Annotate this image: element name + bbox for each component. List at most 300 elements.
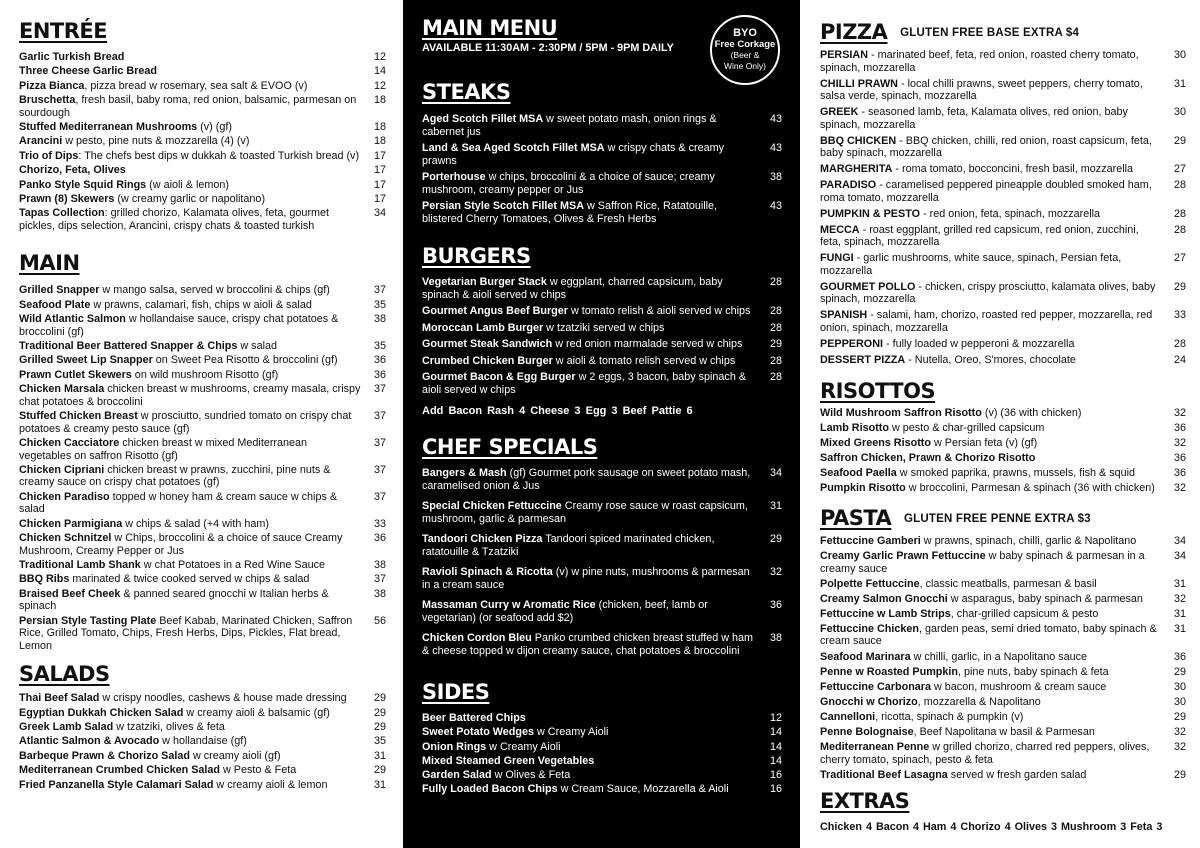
menu-item-text: [19, 51, 368, 64]
menu-item-name: PERSIAN: [820, 49, 868, 61]
menu-item-name: Mediterranean Penne: [820, 741, 930, 754]
menu-item-name: Traditional Beef Lasagna: [820, 768, 948, 781]
menu-item-description: - garlic mushrooms, white sauce, spinach, Persian feta, mozzarella: [820, 252, 1122, 277]
menu-item-price: 14: [373, 65, 386, 78]
section-title: BURGERS: [422, 244, 531, 268]
menu-item-price: 37: [373, 437, 386, 450]
menu-item: [422, 200, 782, 225]
menu-item: [19, 721, 386, 734]
byo-note-2: Wine Only): [723, 61, 767, 71]
menu-item-text: [820, 769, 1168, 782]
menu-item-text: [820, 106, 1168, 131]
menu-item-price: 28: [1173, 223, 1186, 236]
menu-item-name: Three Cheese Garlic Bread: [19, 65, 158, 78]
menu-item-price: 28: [769, 305, 782, 317]
menu-item-description: w asparagus, baby spinach & parmesan: [947, 592, 1143, 605]
menu-item-name: Chicken Cordon Bleu: [422, 632, 532, 644]
menu-list: [422, 712, 782, 796]
menu-item-text: [19, 164, 368, 177]
menu-item-price: 36: [373, 368, 386, 381]
menu-item-text: [19, 207, 368, 232]
menu-item-text: [422, 566, 764, 591]
menu-item-description: w chips & salad (+4 with ham): [122, 517, 269, 530]
menu-item-name: Mediterranean Crumbed Chicken Salad: [19, 764, 220, 777]
menu-item: [19, 299, 386, 312]
menu-item: [422, 305, 782, 318]
menu-item-text: [19, 284, 368, 297]
section-title: SIDES: [422, 680, 490, 704]
menu-item: [19, 707, 386, 720]
menu-item: [820, 407, 1186, 420]
menu-item-text: [422, 467, 764, 492]
menu-item-text: [820, 422, 1168, 435]
menu-item-description: (v) (36 with chicken): [981, 407, 1082, 419]
menu-item: [19, 532, 386, 557]
menu-item-price: 29: [1173, 665, 1186, 678]
menu-item-price: 31: [769, 500, 782, 512]
menu-item: [19, 410, 386, 435]
menu-item-name: Prawn Cutlet Skewers: [19, 368, 132, 381]
menu-item: [820, 309, 1186, 334]
menu-item-text: [19, 179, 368, 192]
menu-item-name: BBQ CHICKEN: [820, 134, 897, 147]
menu-item-price: 31: [1173, 607, 1186, 620]
menu-item-price: 37: [373, 410, 386, 423]
pasta-section: [820, 504, 1186, 781]
menu-list: [19, 692, 386, 791]
menu-item: [422, 726, 782, 739]
menu-item-name: PARADISO: [820, 179, 877, 191]
menu-item-text: [820, 593, 1168, 606]
menu-item-description: served w fresh garden salad: [947, 768, 1087, 781]
salads-section: [19, 661, 386, 791]
menu-item: [820, 422, 1186, 435]
menu-item-price: 56: [373, 614, 386, 627]
section-heading: [820, 18, 1186, 46]
menu-item-name: Panko Style Squid Rings: [19, 178, 147, 191]
menu-item-name: Seafood Paella: [820, 467, 897, 480]
menu-item-description: chicken breast w mushrooms, creamy masala, crispy chat potatoes & broccolini: [19, 383, 361, 408]
menu-item-description: w crispy chats & creamy prawns: [422, 142, 724, 167]
menu-list: [820, 49, 1186, 366]
menu-item-text: [422, 142, 764, 167]
menu-item-name: CHILLI PRAWN: [820, 77, 898, 90]
menu-item-name: Atlantic Salmon & Avocado: [19, 735, 160, 748]
menu-item: [422, 371, 782, 396]
menu-item: [19, 284, 386, 297]
menu-item-description: Beef Kabab, Marinated Chicken, Saffron Rice, Grilled Tomato, Chips, Fresh Herbs, Dips, Pickles, Flat bread, Lemon: [19, 614, 353, 652]
menu-item-text: [820, 452, 1168, 465]
menu-item-description: w salad: [237, 340, 277, 353]
risottos-section: [820, 378, 1186, 495]
menu-item-text: [19, 721, 368, 734]
menu-item-name: Fettuccine Chicken: [820, 622, 919, 635]
menu-item-text: [19, 464, 368, 489]
menu-item-price: 34: [1173, 550, 1186, 563]
menu-item: [19, 150, 386, 163]
menu-item-text: [820, 309, 1168, 334]
section-title: ENTRÉE: [19, 19, 108, 43]
menu-item-description: w eggplant, charred capsicum, baby spinach & aioli served w chips: [422, 276, 723, 301]
menu-item-description: - BBQ chicken, chilli, red onion, roast capsicum, feta, baby spinach, mozzarella: [820, 134, 1152, 159]
menu-item-description: , Beef Napolitana w basil & Parmesan: [913, 726, 1095, 738]
menu-item-price: 35: [373, 340, 386, 353]
menu-item-name: Barbeque Prawn & Chorizo Salad: [19, 749, 190, 762]
menu-item-price: 17: [373, 149, 386, 162]
menu-list: [19, 51, 386, 232]
menu-item: [820, 726, 1186, 739]
menu-list: [820, 407, 1186, 495]
menu-item-name: Fried Panzanella Style Calamari Salad: [19, 778, 214, 791]
menu-item: [820, 208, 1186, 221]
menu-item-price: 38: [373, 313, 386, 326]
menu-item: [19, 588, 386, 613]
menu-item-name: Chicken Cacciatore: [19, 437, 120, 450]
menu-item-text: [19, 340, 368, 353]
menu-item-text: [820, 666, 1168, 679]
menu-item-name: DESSERT PIZZA: [820, 353, 906, 366]
menu-item-text: [19, 94, 368, 119]
menu-item: [820, 224, 1186, 249]
menu-item: [19, 764, 386, 777]
middle-column: [403, 0, 800, 848]
menu-list: [422, 276, 782, 396]
menu-item-name: Chicken Cipriani: [19, 463, 105, 476]
menu-item-name: Trio of Dips: [19, 149, 79, 162]
menu-item: [19, 518, 386, 531]
menu-item: [19, 65, 386, 78]
menu-item-text: [820, 482, 1168, 495]
menu-item: [19, 135, 386, 148]
menu-item: [19, 735, 386, 748]
menu-item-price: 32: [1173, 482, 1186, 495]
main-menu-title: MAIN MENU: [422, 16, 558, 40]
menu-item-name: Traditional Beer Battered Snapper & Chips: [19, 340, 238, 353]
menu-item-price: 28: [1173, 337, 1186, 350]
menu-item: [19, 559, 386, 572]
menu-item-price: 32: [1173, 741, 1186, 754]
menu-item: [422, 712, 782, 725]
menu-item-text: [422, 712, 764, 725]
menu-item-name: BBQ Ribs: [19, 573, 70, 586]
menu-item: [820, 482, 1186, 495]
menu-item-text: [820, 437, 1168, 450]
menu-item-name: Penne w Roasted Pumpkin: [820, 665, 958, 678]
menu-item-text: [19, 518, 368, 531]
menu-item-description: (v) (gf): [197, 121, 232, 134]
menu-item-description: chicken breast w prawns, zucchini, pine nuts & creamy sauce on crispy chat potatoes (gf): [19, 463, 331, 489]
menu-item: [422, 599, 782, 624]
menu-item-text: [820, 163, 1168, 176]
menu-item-name: Gourmet Angus Beef Burger: [422, 305, 568, 317]
menu-item-name: Bruschetta: [19, 94, 76, 107]
menu-item-text: [19, 437, 368, 462]
menu-item-description: - salami, ham, chorizo, roasted red pepper, mozzarella, red onion, spinach, mozzarella: [820, 309, 1153, 334]
menu-item: [422, 632, 782, 657]
menu-item-price: 31: [1173, 622, 1186, 635]
menu-item-name: Chorizo, Feta, Olives: [19, 164, 126, 177]
menu-item-text: [820, 78, 1168, 103]
menu-item-price: 12: [373, 79, 386, 92]
byo-note-1: (Beer &: [730, 50, 760, 60]
menu-item-name: Traditional Lamb Shank: [19, 558, 141, 571]
burger-addons: Add Bacon Rash 4 Cheese 3 Egg 3 Beef Pattie 6: [422, 405, 693, 417]
menu-item: [820, 354, 1186, 367]
menu-item-price: 38: [373, 558, 386, 571]
menu-item-name: Chicken Schnitzel: [19, 532, 112, 545]
menu-item: [820, 666, 1186, 679]
menu-item-description: w tzatziki, olives & feta: [113, 720, 225, 733]
menu-item: [19, 615, 386, 653]
menu-item-text: [19, 65, 368, 78]
pizza-section: [820, 18, 1186, 366]
menu-item-price: 14: [769, 726, 782, 739]
menu-item-description: w 2 eggs, 3 bacon, baby spinach & aioli served w chips: [422, 371, 747, 396]
menu-item: [19, 51, 386, 64]
menu-item-name: Egyptian Dukkah Chicken Salad: [19, 706, 184, 719]
menu-item-price: 36: [1173, 422, 1186, 435]
menu-item-text: [820, 696, 1168, 709]
menu-item: [820, 452, 1186, 465]
menu-item-text: [820, 49, 1168, 74]
menu-item-description: w chilli, garlic, in a Napolitano sauce: [910, 650, 1088, 663]
menu-item: [422, 171, 782, 196]
menu-item-description: & panned seared gnocchi w Italian herbs & spinach: [19, 587, 329, 613]
menu-list: [19, 284, 386, 652]
menu-item-price: 30: [1173, 49, 1186, 61]
menu-item-name: Fully Loaded Bacon Chips: [422, 783, 558, 796]
menu-item-price: 43: [769, 142, 782, 154]
menu-item: [422, 142, 782, 167]
menu-item: [820, 608, 1186, 621]
menu-item-description: on Sweet Pea Risotto & broccolini (gf): [152, 354, 338, 367]
menu-item-text: [422, 371, 764, 396]
section-note: GLUTEN FREE BASE EXTRA $4: [900, 27, 1080, 39]
menu-item-text: [820, 281, 1168, 306]
menu-item: [422, 355, 782, 368]
menu-item-description: (w creamy garlic or napolitano): [114, 193, 266, 206]
menu-item-price: 36: [373, 532, 386, 545]
menu-item-description: w hollandaise (gf): [159, 735, 247, 748]
menu-item-text: [422, 113, 764, 138]
section-title: SALADS: [19, 662, 110, 687]
menu-item-description: topped w honey ham & cream sauce w chips & salad: [19, 490, 338, 516]
main-menu-header: [422, 15, 782, 79]
menu-item-description: w Creamy Aioli: [486, 740, 561, 753]
menu-item-text: [19, 354, 368, 367]
menu-item-description: - seasoned lamb, feta, Kalamata olives, red onion, baby spinach, mozzarella: [820, 106, 1128, 131]
menu-item-price: 29: [769, 533, 782, 545]
menu-item-price: 37: [373, 573, 386, 586]
menu-item-name: Greek Lamb Salad: [19, 720, 114, 733]
menu-item-text: [422, 322, 764, 335]
menu-item-name: Chicken Marsala: [19, 383, 105, 396]
menu-item-text: [19, 135, 368, 148]
menu-item-description: - local chilli prawns, sweet peppers, cherry tomato, salsa verde, spinach, mozzarella: [820, 77, 1143, 102]
menu-item-name: Special Chicken Fettuccine: [422, 500, 562, 512]
menu-item-text: [422, 755, 764, 768]
menu-item: [422, 741, 782, 754]
menu-item-price: 27: [1173, 163, 1186, 175]
menu-item-price: 32: [769, 566, 782, 578]
menu-item: [422, 500, 782, 525]
menu-item-name: Fettuccine Carbonara: [820, 680, 931, 693]
menu-item-price: 29: [1173, 768, 1186, 781]
menu-item-name: Wild Mushroom Saffron Risotto: [820, 407, 982, 419]
menu-item-description: w tzatziki served w chips: [543, 321, 665, 334]
menu-item-description: (v) w pine nuts, mushrooms & parmesan in a cream sauce: [422, 566, 750, 591]
menu-item-text: [422, 171, 764, 196]
menu-item-price: 17: [373, 193, 386, 206]
menu-item-description: (w aioli & lemon): [146, 178, 229, 191]
menu-item-text: [19, 193, 368, 206]
menu-item-text: [820, 608, 1168, 621]
menu-item-name: Prawn (8) Skewers: [19, 193, 115, 206]
menu-item: [820, 163, 1186, 176]
menu-item-price: 27: [1173, 252, 1186, 264]
menu-item: [19, 383, 386, 408]
menu-item-price: 17: [373, 178, 386, 191]
menu-item-name: Braised Beef Cheek: [19, 587, 121, 600]
menu-item-price: 28: [769, 371, 782, 383]
menu-item-text: [820, 711, 1168, 724]
menu-item: [422, 467, 782, 492]
menu-item-price: 16: [769, 769, 782, 782]
menu-item: [422, 566, 782, 591]
section-title: MAIN: [19, 251, 80, 276]
menu-item-description: w pesto & char-grilled capsicum: [888, 422, 1045, 435]
menu-item-text: [19, 764, 368, 777]
menu-item: [820, 49, 1186, 74]
menu-item-description: w bacon, mushroom & cream sauce: [931, 680, 1107, 693]
menu-item-name: Fettuccine w Lamb Strips: [820, 607, 951, 620]
section-title: EXTRAS: [820, 789, 910, 814]
menu-item-price: 29: [373, 706, 386, 719]
menu-item-text: [19, 559, 368, 572]
menu-item-name: Garden Salad: [422, 769, 492, 782]
menu-item-description: w Saffron Rice, Ratatouille, blistered Cherry Tomatoes, Olives & Fresh Herbs: [422, 200, 718, 225]
menu-item-price: 38: [769, 171, 782, 183]
menu-item-name: Polpette Fettuccine: [820, 577, 920, 590]
menu-item-name: Cannelloni: [820, 710, 876, 723]
menu-item-name: Bangers & Mash: [422, 467, 507, 479]
menu-item-name: Penne Bolognaise: [820, 726, 914, 738]
menu-item-text: [820, 726, 1168, 739]
menu-item-price: 32: [1173, 726, 1186, 738]
menu-item-description: w prosciutto, sundried tomato on crispy chat potatoes & creamy pesto sauce (gf): [19, 410, 352, 435]
menu-item-text: [820, 135, 1168, 160]
menu-item-name: Gourmet Steak Sandwich: [422, 338, 553, 350]
menu-item-price: 31: [373, 749, 386, 762]
menu-item: [422, 338, 782, 351]
menu-item-text: [820, 179, 1168, 204]
menu-item-price: 34: [373, 207, 386, 220]
menu-item: [820, 593, 1186, 606]
section-note: GLUTEN FREE PENNE EXTRA $3: [903, 512, 1091, 525]
menu-item: [19, 179, 386, 192]
menu-item-description: w tomato relish & aioli served w chips: [567, 305, 751, 317]
extras-list: Chicken 4 Bacon 4 Ham 4 Chorizo 4 Olives 3 Mushroom 3 Feta 3: [820, 821, 1163, 834]
menu-item-description: - fully loaded w pepperoni & mozzarella: [883, 337, 1075, 350]
menu-item-text: [422, 632, 764, 657]
menu-item-name: Onion Rings: [422, 740, 487, 753]
menu-item: [19, 779, 386, 792]
menu-item-description: - marinated beef, feta, red onion, roasted cherry tomato, spinach, mozzarella: [820, 49, 1139, 74]
menu-item-name: MARGHERITA: [820, 163, 893, 175]
menu-item-description: w Persian feta (v) (gf): [931, 437, 1038, 450]
menu-item-name: Persian Style Scotch Fillet MSA: [422, 200, 585, 212]
menu-item-price: 36: [769, 599, 782, 611]
menu-item-price: 12: [769, 712, 782, 724]
menu-item: [820, 578, 1186, 591]
menu-item-text: [820, 208, 1168, 221]
byo-label: BYO: [733, 27, 757, 39]
menu-item: [19, 340, 386, 353]
menu-item-price: 17: [373, 164, 386, 177]
menu-item-text: [820, 623, 1168, 648]
menu-item-description: w chips, broccolini & a choice of sauce; creamy mushroom, creamy pepper or Jus: [422, 171, 715, 196]
menu-item-price: 35: [373, 735, 386, 748]
menu-item-text: [422, 783, 764, 796]
menu-item-name: Massaman Curry w Aromatic Rice: [422, 599, 596, 611]
menu-item: [820, 769, 1186, 782]
menu-item: [19, 94, 386, 119]
steaks-section: [422, 79, 782, 225]
main-section: [19, 250, 386, 652]
menu-item-text: [19, 615, 368, 653]
menu-item-price: 37: [373, 463, 386, 476]
menu-item-text: [19, 707, 368, 720]
menu-item-text: [19, 150, 368, 163]
menu-item-text: [820, 578, 1168, 591]
menu-item-name: Mixed Greens Risotto: [820, 437, 931, 450]
menu-item-price: 28: [769, 321, 782, 334]
menu-item-name: Persian Style Tasting Plate: [19, 614, 157, 627]
menu-item-price: 29: [1173, 710, 1186, 723]
menu-item-text: [19, 735, 368, 748]
menu-item: [19, 313, 386, 338]
menu-item-text: [19, 410, 368, 435]
menu-item-price: 16: [769, 783, 782, 796]
menu-item-text: [422, 276, 764, 301]
menu-item-description: , pizza bread w rosemary, sea salt & EVOO (v): [84, 79, 308, 92]
menu-item: [19, 121, 386, 134]
menu-item-description: w baby spinach & parmesan in a creamy sauce: [820, 550, 1145, 575]
menu-item-name: Arancini: [19, 135, 63, 148]
menu-item-text: [422, 305, 764, 318]
left-column: [0, 0, 400, 848]
menu-item-price: 37: [373, 490, 386, 503]
menu-item-description: w chat Potatoes in a Red Wine Sauce: [140, 558, 326, 571]
section-title: PIZZA: [820, 20, 888, 44]
menu-item: [820, 681, 1186, 694]
menu-item-price: 18: [373, 135, 386, 148]
menu-item-name: SPANISH: [820, 309, 868, 321]
menu-item-price: 34: [769, 467, 782, 479]
menu-item-text: [19, 369, 368, 382]
menu-item-price: 35: [373, 298, 386, 311]
menu-item: [19, 354, 386, 367]
menu-list: [422, 467, 782, 657]
menu-item: [820, 535, 1186, 548]
menu-item-price: 43: [769, 200, 782, 212]
menu-item-name: Tandoori Chicken Pizza: [422, 533, 543, 545]
menu-item-description: , classic meatballs, parmesan & basil: [919, 577, 1097, 590]
menu-item-text: [820, 535, 1168, 548]
menu-item-text: [820, 467, 1168, 480]
menu-item: [422, 113, 782, 138]
menu-item-text: [422, 338, 764, 351]
